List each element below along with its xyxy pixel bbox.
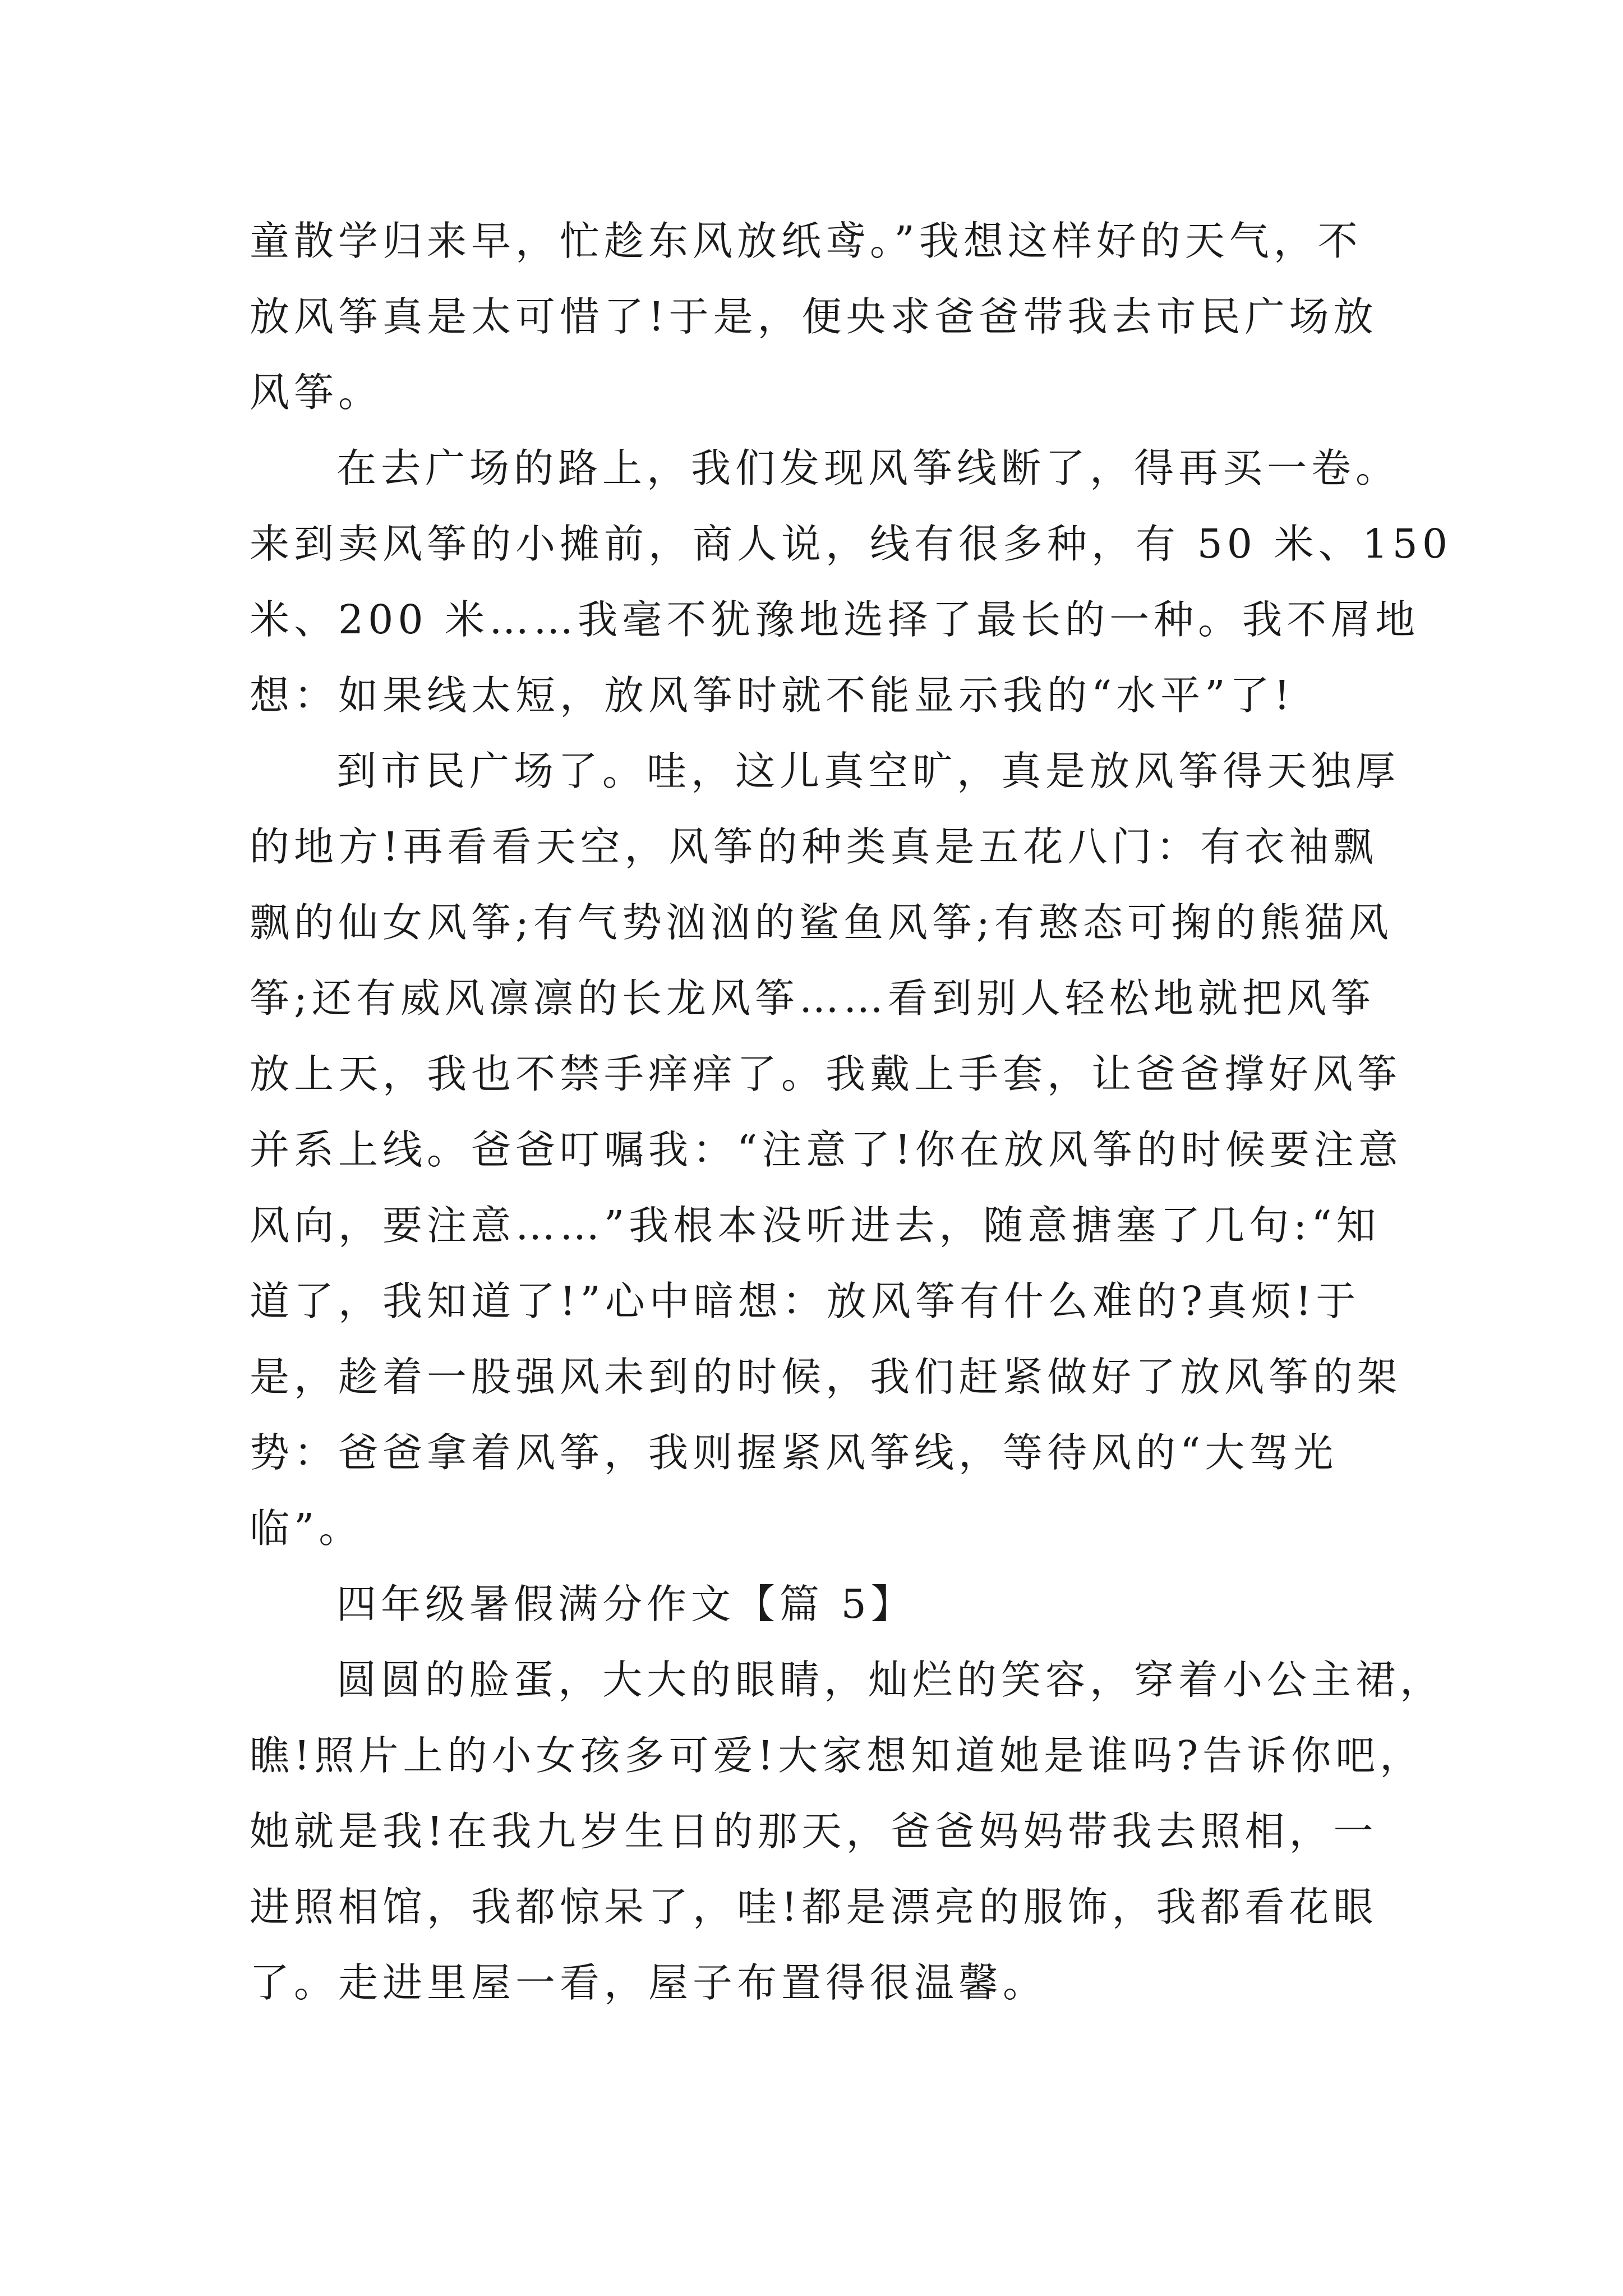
text-line: 了。走进里屋一看，屋子布置得很温馨。 [250,1959,1048,2006]
text-line: 势：爸爸拿着风筝，我则握紧风筝线，等待风的“大驾光 [250,1429,1338,1476]
text-line: 瞧!照片上的小女孩多可爱!大家想知道她是谁吗?告诉你吧， [250,1732,1424,1779]
text-line: 风筝。 [250,369,383,416]
text-line: 道了，我知道了!”心中暗想：放风筝有什么难的?真烦!于 [250,1278,1361,1324]
text-line: 进照相馆，我都惊呆了，哇!都是漂亮的服饰，我都看花眼 [250,1884,1378,1930]
text-line: 在去广场的路上，我们发现风筝线断了，得再买一卷。 [336,445,1400,491]
text-line: 的地方!再看看天空，风筝的种类真是五花八门：有衣袖飘 [250,823,1378,870]
text-line: 放风筝真是太可惜了!于是，便央求爸爸带我去市民广场放 [250,293,1378,340]
text-line: 米、200 米……我毫不犹豫地选择了最长的一种。我不屑地 [250,596,1420,643]
text-line: 临”。 [250,1505,363,1552]
document-body [250,203,1453,2021]
text-line: 想：如果线太短，放风筝时就不能显示我的“水平”了! [250,672,1295,719]
paragraph-1 [250,203,1377,430]
paragraph-3 [250,733,1403,1566]
paragraph-5 [250,1642,1445,2021]
heading-text: 四年级暑假满分作文【篇 5】 [336,1581,915,1627]
text-line: 圆圆的脸蛋，大大的眼睛，灿烂的笑容，穿着小公主裙， [336,1657,1445,1703]
text-line: 放上天，我也不禁手痒痒了。我戴上手套，让爸爸撑好风筝 [250,1051,1402,1097]
text-line: 是，趁着一股强风未到的时候，我们赶紧做好了放风筝的架 [250,1354,1402,1400]
text-line: 飘的仙女风筝;有气势汹汹的鲨鱼风筝;有憨态可掬的熊猫风 [250,899,1393,946]
text-line: 并系上线。爸爸叮嘱我：“注意了!你在放风筝的时候要注意 [250,1126,1403,1173]
text-line: 到市民广场了。哇，这儿真空旷，真是放风筝得天独厚 [336,748,1400,794]
text-line: 筝;还有威风凛凛的长龙风筝……看到别人轻松地就把风筝 [250,975,1375,1022]
text-line: 童散学归来早，忙趁东风放纸鸢。”我想这样好的天气，不 [250,218,1362,264]
text-line: 来到卖风筝的小摊前，商人说，线有很多种，有 50 米、150 [250,521,1453,567]
text-line: 她就是我!在我九岁生日的那天，爸爸妈妈带我去照相，一 [250,1808,1378,1855]
paragraph-2 [250,430,1453,733]
section-heading [250,1566,1377,1642]
text-line: 风向，要注意……”我根本没听进去，随意搪塞了几句:“知 [250,1202,1381,1249]
